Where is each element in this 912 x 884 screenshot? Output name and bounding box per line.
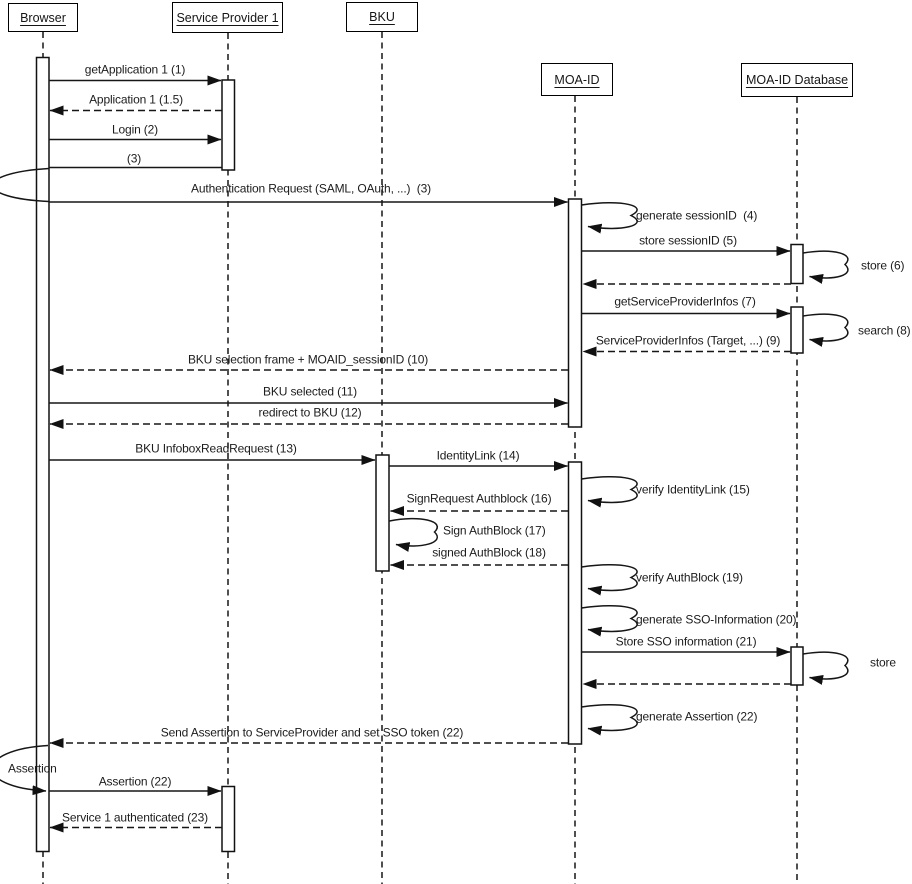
- self-loop-generate-assertion: [582, 705, 638, 731]
- self-loop-sign-authblock: [390, 519, 438, 546]
- self-loop-store-6: [803, 251, 848, 278]
- message-label-store: store: [870, 655, 896, 670]
- message-label-service-authenticated: Service 1 authenticated (23): [62, 810, 208, 825]
- message-label-store-session-id: store sessionID (5): [639, 233, 737, 248]
- message-label-signed-authblock: signed AuthBlock (18): [432, 545, 546, 560]
- message-label-sign-authblock: Sign AuthBlock (17): [443, 523, 546, 538]
- self-loop-generate-session-id: [582, 203, 638, 229]
- message-label-send-assertion: Send Assertion to ServiceProvider and set SSO token (22): [160, 725, 464, 740]
- message-label-authentication-request: Authentication Request (SAML, OAuth, ...) (3): [191, 181, 431, 196]
- message-label-assertion-loop: Assertion: [8, 761, 57, 776]
- actor-box-moa-id: [541, 63, 613, 96]
- actor-label-service-provider: Service Provider 1: [176, 10, 279, 25]
- actor-box-service-provider: [172, 2, 283, 33]
- message-label-3: (3): [126, 151, 142, 166]
- actor-box-bku: [346, 2, 418, 32]
- actor-box-browser: [8, 3, 78, 32]
- activation-moa-id-1: [569, 199, 582, 427]
- activation-db-3: [791, 647, 803, 685]
- message-label-store-sso-information: Store SSO information (21): [615, 634, 757, 649]
- message-label-get-application: getApplication 1 (1): [84, 62, 186, 77]
- activation-bku: [376, 455, 389, 571]
- message-label-generate-assertion: generate Assertion (22): [636, 709, 758, 724]
- self-loop-search-8: [803, 314, 848, 341]
- message-label-identity-link: IdentityLink (14): [436, 448, 520, 463]
- message-label-generate-sso-information: generate SSO-Information (20): [636, 612, 797, 627]
- activation-service-provider-1: [222, 80, 235, 170]
- self-loop-generate-sso-information: [582, 606, 638, 632]
- lifelines: [43, 32, 797, 884]
- self-loop-store-sso: [803, 652, 848, 679]
- actor-label-bku: BKU: [369, 10, 395, 24]
- message-label-verify-identity-link: verify IdentityLink (15): [636, 482, 750, 497]
- message-label-application-return: Application 1 (1.5): [89, 92, 183, 107]
- activation-service-provider-2: [222, 787, 235, 852]
- actor-label-browser: Browser: [20, 10, 66, 25]
- message-label-assertion: Assertion (22): [98, 774, 172, 789]
- message-label-bku-selection-frame: BKU selection frame + MOAID_sessionID (10): [187, 352, 429, 367]
- activation-db-2: [791, 307, 803, 353]
- message-label-verify-authblock: verify AuthBlock (19): [636, 570, 743, 585]
- actor-box-moa-id-database: [741, 63, 853, 97]
- message-label-search-8: search (8): [858, 323, 911, 338]
- message-label-sign-request-authblock: SignRequest Authblock (16): [406, 491, 552, 506]
- self-loop-verify-authblock: [582, 565, 638, 591]
- actor-label-moa-id: MOA-ID: [554, 72, 600, 87]
- message-label-bku-selected: BKU selected (11): [263, 384, 357, 399]
- message-label-service-provider-infos: ServiceProviderInfos (Target, ...) (9): [595, 333, 781, 348]
- activation-browser: [37, 58, 50, 852]
- actor-label-moa-id-database: MOA-ID Database: [745, 73, 849, 87]
- message-label-redirect-to-bku: redirect to BKU (12): [258, 405, 362, 420]
- message-label-login: Login (2): [111, 122, 159, 137]
- activation-moa-id-2: [569, 462, 582, 744]
- message-label-generate-session-id: generate sessionID (4): [636, 208, 758, 223]
- message-label-get-service-provider-infos: getServiceProviderInfos (7): [614, 294, 756, 309]
- activation-db-1: [791, 245, 803, 284]
- self-loop-verify-identitylink: [582, 477, 638, 503]
- message-label-store-6: store (6): [861, 258, 905, 273]
- message-label-bku-infobox-read-request: BKU InfoboxReadRequest (13): [135, 441, 297, 456]
